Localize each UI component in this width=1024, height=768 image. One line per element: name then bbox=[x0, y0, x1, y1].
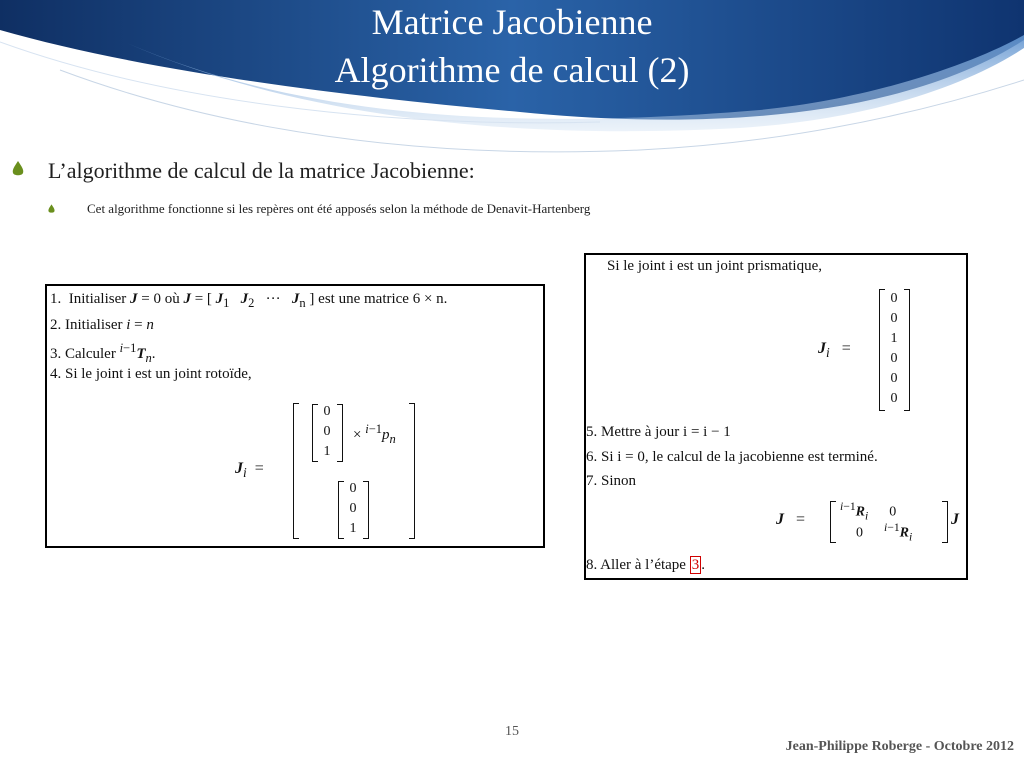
slide-title-line2: Algorithme de calcul (2) bbox=[334, 50, 690, 90]
leaf-bullet-icon bbox=[48, 204, 55, 214]
step-2: 2. Initialiser i = n bbox=[50, 317, 154, 333]
prismatic-vector: 0 0 1 0 0 0 bbox=[890, 291, 898, 406]
step-3: 3. Calculer $^{i-1}T_n$. bbox=[50, 341, 156, 365]
footer-author-date: Jean-Philippe Roberge - Octobre 2012 bbox=[785, 739, 1014, 754]
jacobian-factor: J bbox=[951, 511, 959, 528]
rotation-block-matrix: $^{i-1}R_i$ 0 bbox=[840, 500, 897, 523]
rotoid-z-vector-bottom: 0 0 1 bbox=[349, 481, 357, 536]
jacobian-column-rotoid-label: $J_i$ = bbox=[235, 460, 264, 481]
step-7: 7. Sinon bbox=[586, 473, 637, 489]
step-5: 5. Mettre à jour i = i − 1 bbox=[586, 424, 731, 440]
rotation-block-matrix-row2: 0 $^{i-1}R_i$ bbox=[856, 521, 913, 544]
algorithm-steps-left bbox=[45, 284, 545, 548]
sub-bullet-text: Cet algorithme fonctionne si les repères ont été apposés selon la méthode de Denavit-Hartenberg bbox=[87, 201, 591, 216]
jacobian-update-label: J = bbox=[776, 511, 806, 528]
rotoid-z-vector: 0 0 1 bbox=[323, 404, 331, 459]
step-8: 8. Aller à l’étape 3 . bbox=[586, 557, 705, 573]
algorithm-steps-right bbox=[584, 253, 968, 580]
main-bullet-text: L’algorithme de calcul de la matrice Jacobienne: bbox=[48, 158, 475, 183]
leaf-bullet-icon bbox=[12, 161, 24, 177]
slide-title-line1: Matrice Jacobienne bbox=[371, 2, 653, 42]
step-1: 1. Initialiser J = 0 où J = [ $J_1$ $J_2$ ··· $J_n$ ] est une matrice 6 × n. bbox=[50, 291, 448, 310]
step-4: 4. Si le joint i est un joint rotoïde, bbox=[50, 366, 252, 382]
step-reference-link[interactable]: 3 bbox=[691, 557, 700, 573]
jacobian-column-prismatic-label: $J_i$ = bbox=[818, 340, 851, 361]
step-6: 6. Si i = 0, le calcul de la jacobienne est terminé. bbox=[586, 449, 878, 465]
prismatic-condition: Si le joint i est un joint prismatique, bbox=[607, 258, 822, 274]
cross-product-term: × $^{i-1}p_n$ bbox=[353, 422, 396, 446]
page-number: 15 bbox=[505, 724, 519, 739]
